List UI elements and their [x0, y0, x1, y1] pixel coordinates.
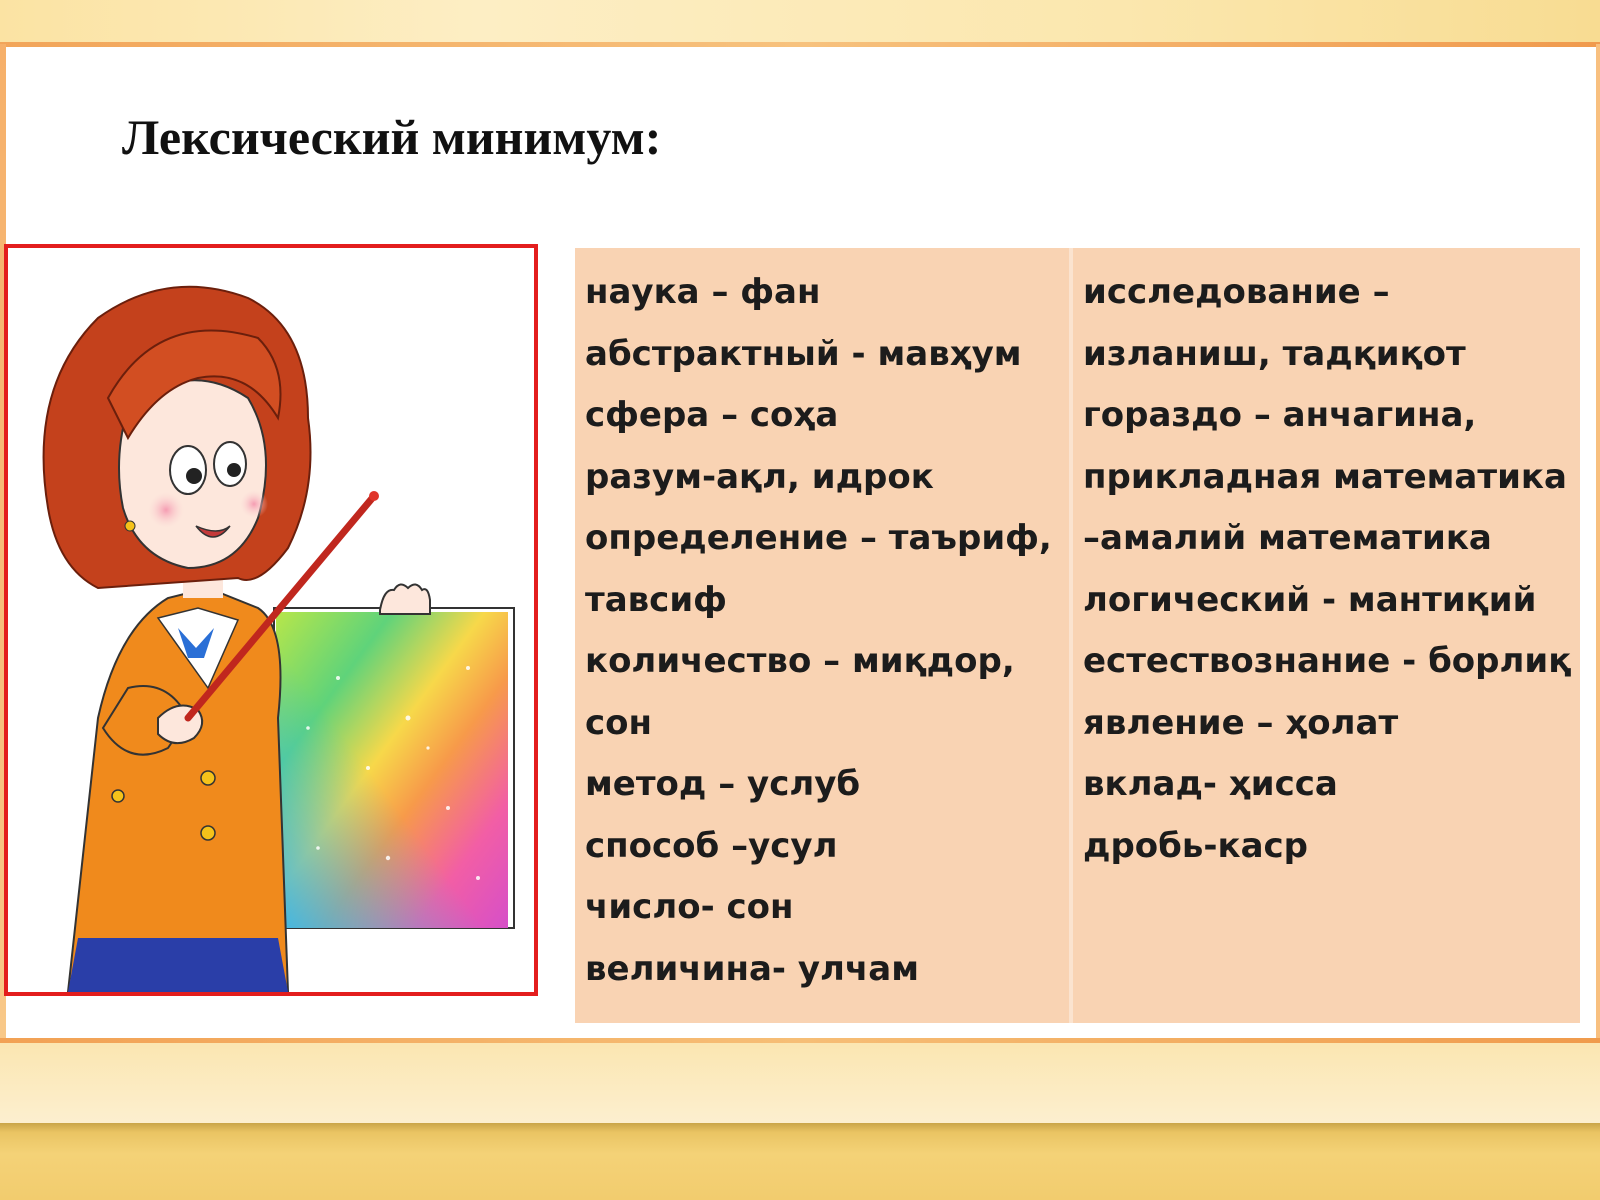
- vocab-entry: способ –усул: [585, 825, 838, 866]
- vocab-entry: наука – фан: [585, 272, 821, 312]
- slide-footer-bar: [0, 1123, 1600, 1200]
- teacher-with-pointer-illustration: [8, 248, 534, 992]
- vocab-entry: логический - мантиқий: [1083, 579, 1537, 620]
- vocab-entry: метод – услуб: [585, 764, 861, 804]
- vocab-entry: число- сон: [585, 887, 794, 927]
- slide-right-edge: [1596, 44, 1600, 1040]
- vocab-entry: изланиш, тадқиқот: [1083, 333, 1466, 374]
- vocab-entry: гораздо – анчагина,: [1083, 395, 1477, 435]
- vocab-entry: явление – ҳолат: [1083, 702, 1399, 743]
- vocab-entry: вклад- ҳисса: [1083, 764, 1338, 804]
- vocab-entry: количество – миқдор,: [585, 641, 1015, 681]
- vocab-entry: прикладная математика: [1083, 456, 1567, 497]
- vocab-entry: сфера – соҳа: [585, 395, 839, 435]
- vocab-entry: дробь-каср: [1083, 825, 1309, 866]
- vocabulary-table: [575, 248, 1580, 1023]
- vocab-entry: определение – таъриф,: [585, 518, 1052, 558]
- vocab-entry: сон: [585, 702, 653, 743]
- vocab-entry: разум-ақл, идрок: [585, 456, 934, 497]
- vocab-entry: естествознание - борлиқ: [1083, 641, 1572, 681]
- slide-top-line: [0, 42, 1600, 47]
- illustration-frame: [4, 244, 538, 996]
- vocabulary-column-right: [1073, 248, 1580, 1023]
- slide-bottom-band: [0, 1043, 1600, 1123]
- vocab-entry: тавсиф: [585, 579, 727, 620]
- vocabulary-column-left: [575, 248, 1073, 1023]
- vocab-entry: исследование –: [1083, 272, 1390, 312]
- vocab-entry: величина- улчам: [585, 948, 919, 989]
- slide-title: Лексический минимум:: [122, 109, 662, 165]
- slide-top-band: [0, 0, 1600, 44]
- vocab-entry: –амалий математика: [1083, 518, 1492, 558]
- vocab-entry: абстрактный - мавҳум: [585, 333, 1022, 374]
